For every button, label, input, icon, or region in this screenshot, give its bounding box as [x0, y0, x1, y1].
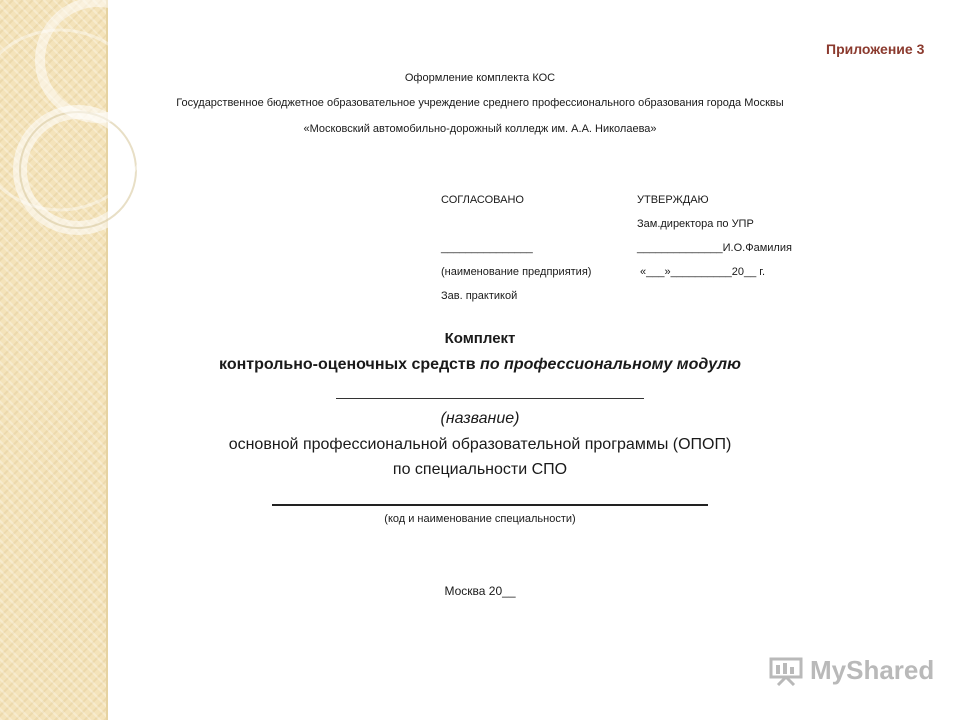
approve-signature: ______________И.О.Фамилия: [637, 242, 792, 254]
design-title: Оформление комплекта КОС: [404, 72, 556, 84]
city-year: Москва 20__: [444, 584, 516, 598]
module-name-label: (название): [440, 410, 520, 427]
approve-date: «___»__________20__ г.: [640, 266, 766, 278]
agreed-heading: СОГЛАСОВАНО: [441, 194, 524, 206]
decorative-rings: [0, 0, 180, 300]
specialty-line: по специальности СПО: [392, 461, 568, 478]
specialty-code-label: (код и наименование специальности): [384, 513, 576, 525]
appendix-label: Приложение 3: [826, 41, 925, 57]
subtitle-plain: контрольно-оценочных средств: [219, 356, 481, 373]
specialty-code-line: [272, 504, 708, 506]
institution-name: Государственное бюджетное образовательное учреждение среднего профессионального образования города Москвы: [176, 97, 784, 109]
document-title: Комплект: [444, 330, 516, 347]
approve-role: Зам.директора по УПР: [637, 218, 754, 230]
approve-heading: УТВЕРЖДАЮ: [637, 194, 709, 206]
agreed-practice-head: Зав. практикой: [441, 290, 518, 302]
agreed-organization: (наименование предприятия): [441, 266, 592, 278]
program-line: основной профессиональной образовательной программы (ОПОП): [228, 436, 732, 453]
projector-icon: [768, 656, 804, 686]
watermark: [768, 655, 934, 686]
module-name-line: [336, 398, 644, 399]
watermark-text: MyShared: [810, 655, 935, 685]
document-subtitle: [0, 356, 960, 374]
agreed-signature-line: _______________: [441, 242, 533, 254]
college-name: «Московский автомобильно-дорожный колледж им. А.А. Николаева»: [303, 123, 657, 135]
subtitle-italic: по профессиональному модулю: [480, 356, 741, 373]
